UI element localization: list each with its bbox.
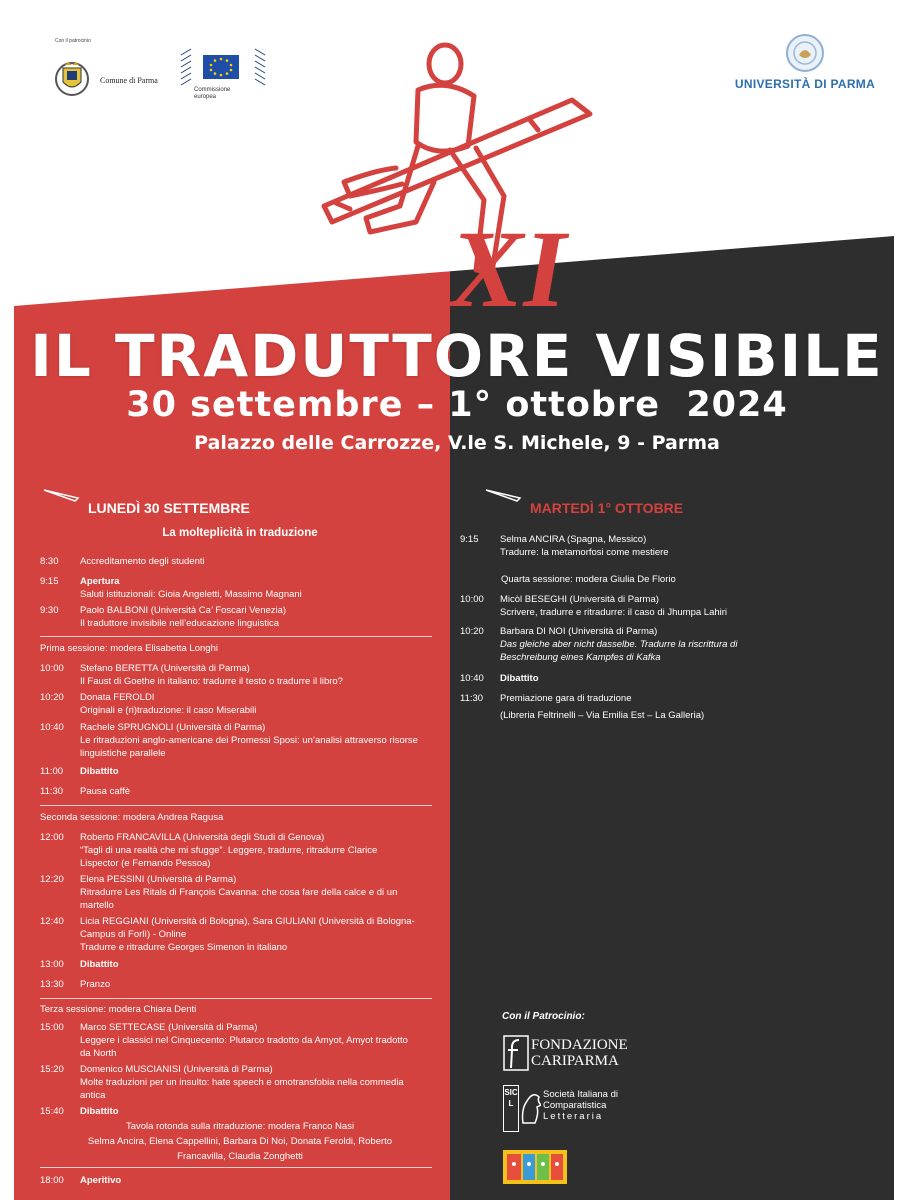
day2-heading: MARTEDÌ 1° OTTOBRE: [530, 500, 684, 516]
session-heading: Prima sessione: modera Elisabetta Longhi: [40, 643, 218, 654]
item-time: 10:20: [460, 626, 484, 637]
round-table-title: Tavola rotonda sulla ritraduzione: modera Franco Nasi: [125, 1121, 355, 1132]
sicl-name-2: Comparatistica: [543, 1100, 607, 1111]
item-line: Campus di Forlì) - Online: [80, 929, 187, 940]
item-time: 13:30: [40, 979, 64, 990]
round-table-participants: Francavilla, Claudia Zonghetti: [177, 1151, 303, 1162]
item-line: Dibattito: [80, 1106, 119, 1117]
item-time: 10:40: [460, 673, 484, 684]
item-time: 8:30: [40, 556, 59, 567]
session-heading: Quarta sessione: modera Giulia De Florio: [501, 574, 676, 585]
item-line: Saluti istituzionali: Gioia Angeletti, Massimo Magnani: [80, 589, 302, 600]
event-venue: Palazzo delle Carrozze, V.le S. Michele, 9 - Parma: [194, 432, 720, 454]
item-line: linguistiche parallele: [80, 748, 166, 759]
item-line: Donata FEROLDI: [80, 692, 155, 703]
item-line: Domenico MUSCIANISI (Università di Parma): [80, 1064, 273, 1075]
item-line: Rachele SPRUGNOLI (Università di Parma): [80, 722, 266, 733]
item-line: Accreditamento degli studenti: [80, 556, 205, 567]
sicl-name-3: Letteraria: [543, 1111, 604, 1122]
divider: [40, 1167, 432, 1168]
item-line: Il Faust di Goethe in italiano: tradurre il testo o tradurre il libro?: [80, 676, 343, 687]
item-line: Stefano BERETTA (Università di Parma): [80, 663, 250, 674]
item-line: martello: [80, 900, 114, 911]
item-time: 15:00: [40, 1022, 64, 1033]
item-line: antica: [80, 1090, 106, 1101]
day1-heading: LUNEDÌ 30 SETTEMBRE: [88, 500, 250, 516]
item-time: 15:20: [40, 1064, 64, 1075]
patronage-small-label: Con il patrocinio: [55, 38, 91, 44]
item-line: Tradurre: la metamorfosi come mestiere: [500, 547, 669, 558]
session-heading: Seconda sessione: modera Andrea Ragusa: [40, 812, 224, 823]
pen-icon: [484, 488, 524, 502]
day1-subtitle: La molteplicità in traduzione: [162, 527, 318, 539]
item-line: Licia REGGIANI (Università di Bologna), Sara GIULIANI (Università di Bologna-: [80, 916, 415, 927]
fondazione-name-1: FONDAZIONE: [531, 1037, 628, 1053]
item-line: Premiazione gara di traduzione: [500, 693, 632, 704]
item-line: Pausa caffè: [80, 786, 131, 797]
item-line: Dibattito: [500, 673, 539, 684]
item-time: 9:15: [460, 534, 479, 545]
eu-label: [194, 87, 230, 101]
translator-with-pen-illustration: [300, 38, 640, 318]
item-line: Micòl BESEGHI (Università di Parma): [500, 594, 659, 605]
item-time: 11:00: [40, 766, 64, 777]
sicl-logo: [503, 1085, 643, 1131]
divider: [40, 805, 432, 806]
fondazione-cariparma-logo: [503, 1035, 643, 1071]
fondazione-name-2: CARIPARMA: [531, 1053, 619, 1069]
comune-label: Comune di Parma: [100, 76, 158, 85]
item-line: Le ritraduzioni anglo-americane dei Promessi Sposi: un’analisi attraverso risorse: [80, 735, 418, 746]
eu-label-2: europea: [194, 94, 217, 100]
patronage-label: Con il Patrocinio:: [502, 1011, 585, 1022]
item-line: Paolo BALBONI (Università Ca’ Foscari Venezia): [80, 605, 287, 616]
edition-numeral: XI: [450, 208, 567, 318]
item-line: Dibattito: [80, 959, 119, 970]
item-time: 10:20: [40, 692, 64, 703]
round-table-participants: Selma Ancira, Elena Cappellini, Barbara Di Noi, Donata Feroldi, Roberto: [87, 1136, 393, 1147]
colorful-faces-logo-icon: [503, 1150, 567, 1184]
item-time: 10:40: [40, 722, 64, 733]
item-time: 9:15: [40, 576, 59, 587]
round-table: [40, 1119, 440, 1164]
item-time: 15:40: [40, 1106, 64, 1117]
item-line: Selma ANCIRA (Spagna, Messico): [500, 534, 647, 545]
item-line: Dibattito: [80, 766, 119, 777]
item-line: (Libreria Feltrinelli – Via Emilia Est – La Galleria): [500, 710, 705, 721]
event-title: IL TRADUTTORE VISIBILE: [30, 322, 884, 390]
item-time: 18:00: [40, 1175, 64, 1186]
item-line: Roberto FRANCAVILLA (Università degli Studi di Genova): [80, 832, 325, 843]
university-name: UNIVERSITÀ DI PARMA: [734, 77, 876, 91]
item-line: Tradurre e ritradurre Georges Simenon in italiano: [80, 942, 288, 953]
item-line: Originali e (ri)traduzione: il caso Miserabili: [80, 705, 257, 716]
university-seal-icon: [720, 33, 890, 77]
item-time: 12:40: [40, 916, 64, 927]
item-time: 10:00: [460, 594, 484, 605]
item-line: Scrivere, tradurre e ritradurre: il caso di Jhumpa Lahiri: [500, 607, 728, 618]
item-line: Lispector (e Fernando Pessoa): [80, 858, 211, 869]
divider: [40, 636, 432, 637]
item-line: Barbara DI NOI (Università di Parma): [500, 626, 658, 637]
item-line: Il traduttore invisibile nell’educazione linguistica: [80, 618, 280, 629]
sicl-letters: SICL: [503, 1085, 519, 1132]
item-time: 13:00: [40, 959, 64, 970]
item-line: Beschreibung eines Kampfes di Kafka: [500, 652, 661, 663]
eu-label-1: Commissione: [194, 87, 231, 93]
item-time: 9:30: [40, 605, 59, 616]
item-line: Molte traduzioni per un insulto: hate speech e omotransfobia nella commedia: [80, 1077, 404, 1088]
item-line: Ritradurre Les Ritals di François Cavanna: che cosa fare della calce e di un: [80, 887, 398, 898]
sicl-name-1: Società Italiana di: [543, 1089, 618, 1100]
session-heading: Terza sessione: modera Chiara Denti: [40, 1004, 197, 1015]
event-dates: 30 settembre – 1° ottobre 2024: [126, 385, 788, 425]
item-time: 11:30: [460, 693, 484, 704]
item-line: Apertura: [80, 576, 120, 587]
sicl-profile-icon: [519, 1087, 541, 1127]
item-line: Das gleiche aber nicht dasselbe. Tradurre la riscrittura di: [500, 639, 738, 650]
item-time: 12:20: [40, 874, 64, 885]
universita-di-parma-logo: [720, 33, 890, 103]
item-line: “Tagli di una realtà che mi sfugge”. Leggere, tradurre, ritradurre Clarice: [80, 845, 378, 856]
fondazione-f-icon: [503, 1035, 529, 1071]
item-line: Marco SETTECASE (Università di Parma): [80, 1022, 258, 1033]
item-line: Pranzo: [80, 979, 111, 990]
item-time: 11:30: [40, 786, 64, 797]
item-time: 12:00: [40, 832, 64, 843]
pen-icon: [42, 488, 82, 502]
item-time: 10:00: [40, 663, 64, 674]
divider: [40, 998, 432, 999]
item-line: da North: [80, 1048, 117, 1059]
item-line: Aperitivo: [80, 1175, 122, 1186]
item-line: Elena PESSINI (Università di Parma): [80, 874, 237, 885]
item-line: Leggere i classici nel Cinquecento: Plutarco tradotto da Amyot, Amyot tradotto: [80, 1035, 408, 1046]
